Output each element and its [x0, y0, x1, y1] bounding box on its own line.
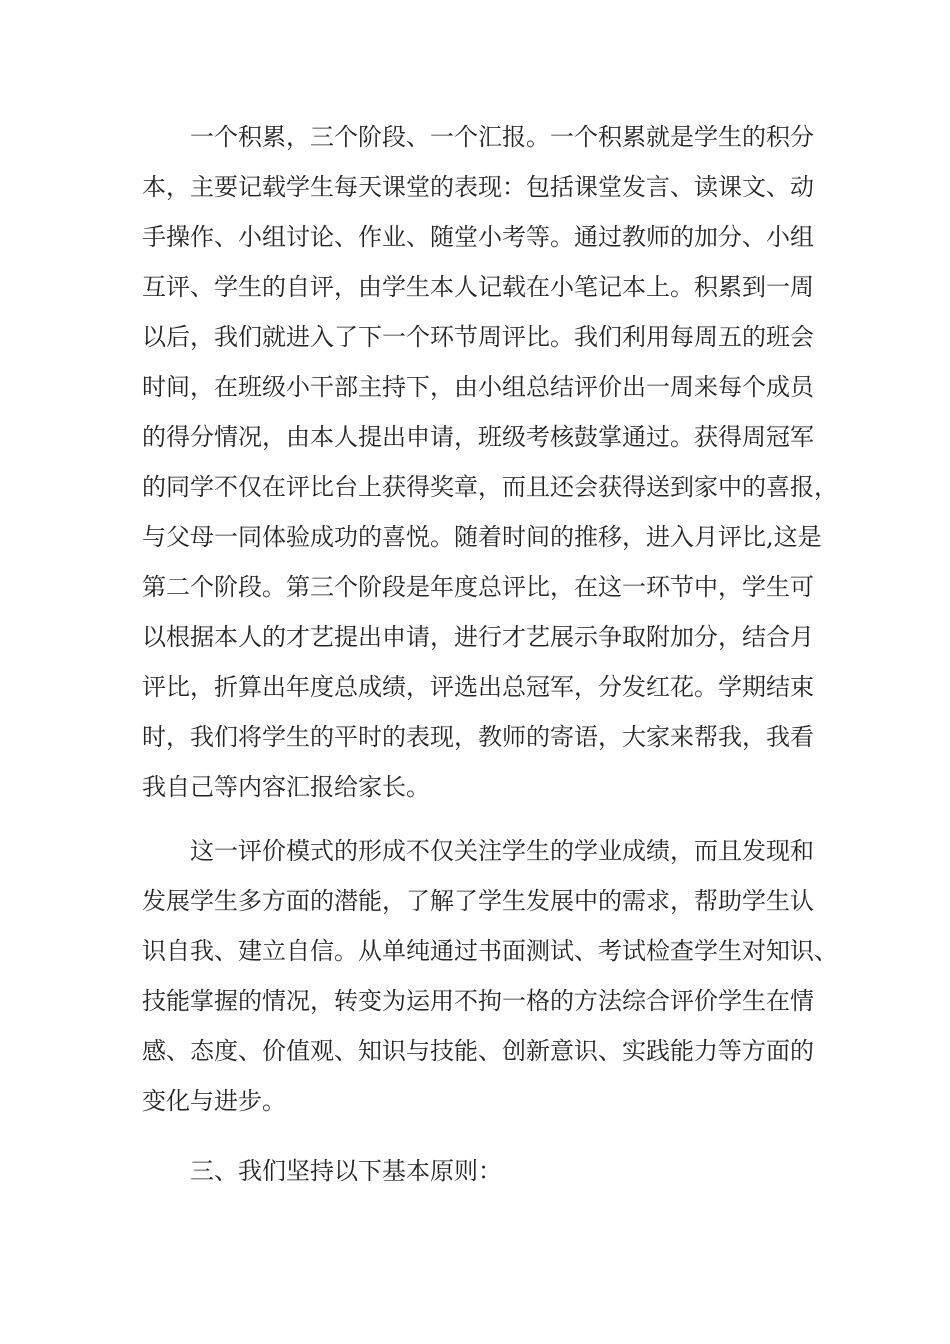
section-heading-principles: 三、我们坚持以下基本原则：	[190, 1157, 502, 1185]
paragraph-1-line-5: 以后，我们就进入了下一个环节周评比。我们利用每周五的班会	[142, 323, 814, 351]
paragraph-1-line-1: 一个积累，三个阶段、一个汇报。一个积累就是学生的积分	[190, 123, 814, 151]
paragraph-1-line-11: 以根据本人的才艺提出申请，进行才艺展示争取附加分，结合月	[142, 623, 814, 651]
paragraph-1-line-12: 评比，折算出年度总成绩，评选出总冠军，分发红花。学期结束	[142, 673, 814, 701]
paragraph-2-line-2: 发展学生多方面的潜能，了解了学生发展中的需求，帮助学生认	[142, 887, 814, 915]
paragraph-1-line-14: 我自己等内容汇报给家长。	[142, 773, 430, 801]
paragraph-1-line-6: 时间，在班级小干部主持下，由小组总结评价出一周来每个成员	[142, 373, 814, 401]
paragraph-1-line-3: 手操作、小组讨论、作业、随堂小考等。通过教师的加分、小组	[142, 223, 814, 251]
paragraph-1-line-8: 的同学不仅在评比台上获得奖章，而且还会获得送到家中的喜报，	[142, 473, 838, 501]
paragraph-1-line-10: 第二个阶段。第三个阶段是年度总评比，在这一环节中，学生可	[142, 573, 814, 601]
paragraph-2-line-1: 这一评价模式的形成不仅关注学生的学业成绩，而且发现和	[190, 837, 814, 865]
paragraph-2-line-4: 技能掌握的情况，转变为运用不拘一格的方法综合评价学生在情	[142, 987, 814, 1015]
paragraph-2-line-5: 感、态度、价值观、知识与技能、创新意识、实践能力等方面的	[142, 1037, 814, 1065]
paragraph-1-line-4: 互评、学生的自评，由学生本人记载在小笔记本上。积累到一周	[142, 273, 814, 301]
paragraph-1-line-13: 时，我们将学生的平时的表现，教师的寄语，大家来帮我，我看	[142, 723, 814, 751]
paragraph-2-line-6: 变化与进步。	[142, 1087, 286, 1115]
paragraph-1-line-9: 与父母一同体验成功的喜悦。随着时间的推移，进入月评比,这是	[142, 523, 822, 551]
paragraph-1-line-2: 本，主要记载学生每天课堂的表现：包括课堂发言、读课文、动	[142, 173, 814, 201]
paragraph-2-line-3: 识自我、建立自信。从单纯通过书面测试、考试检查学生对知识、	[142, 937, 838, 965]
paragraph-1-line-7: 的得分情况，由本人提出申请，班级考核鼓掌通过。获得周冠军	[142, 423, 814, 451]
